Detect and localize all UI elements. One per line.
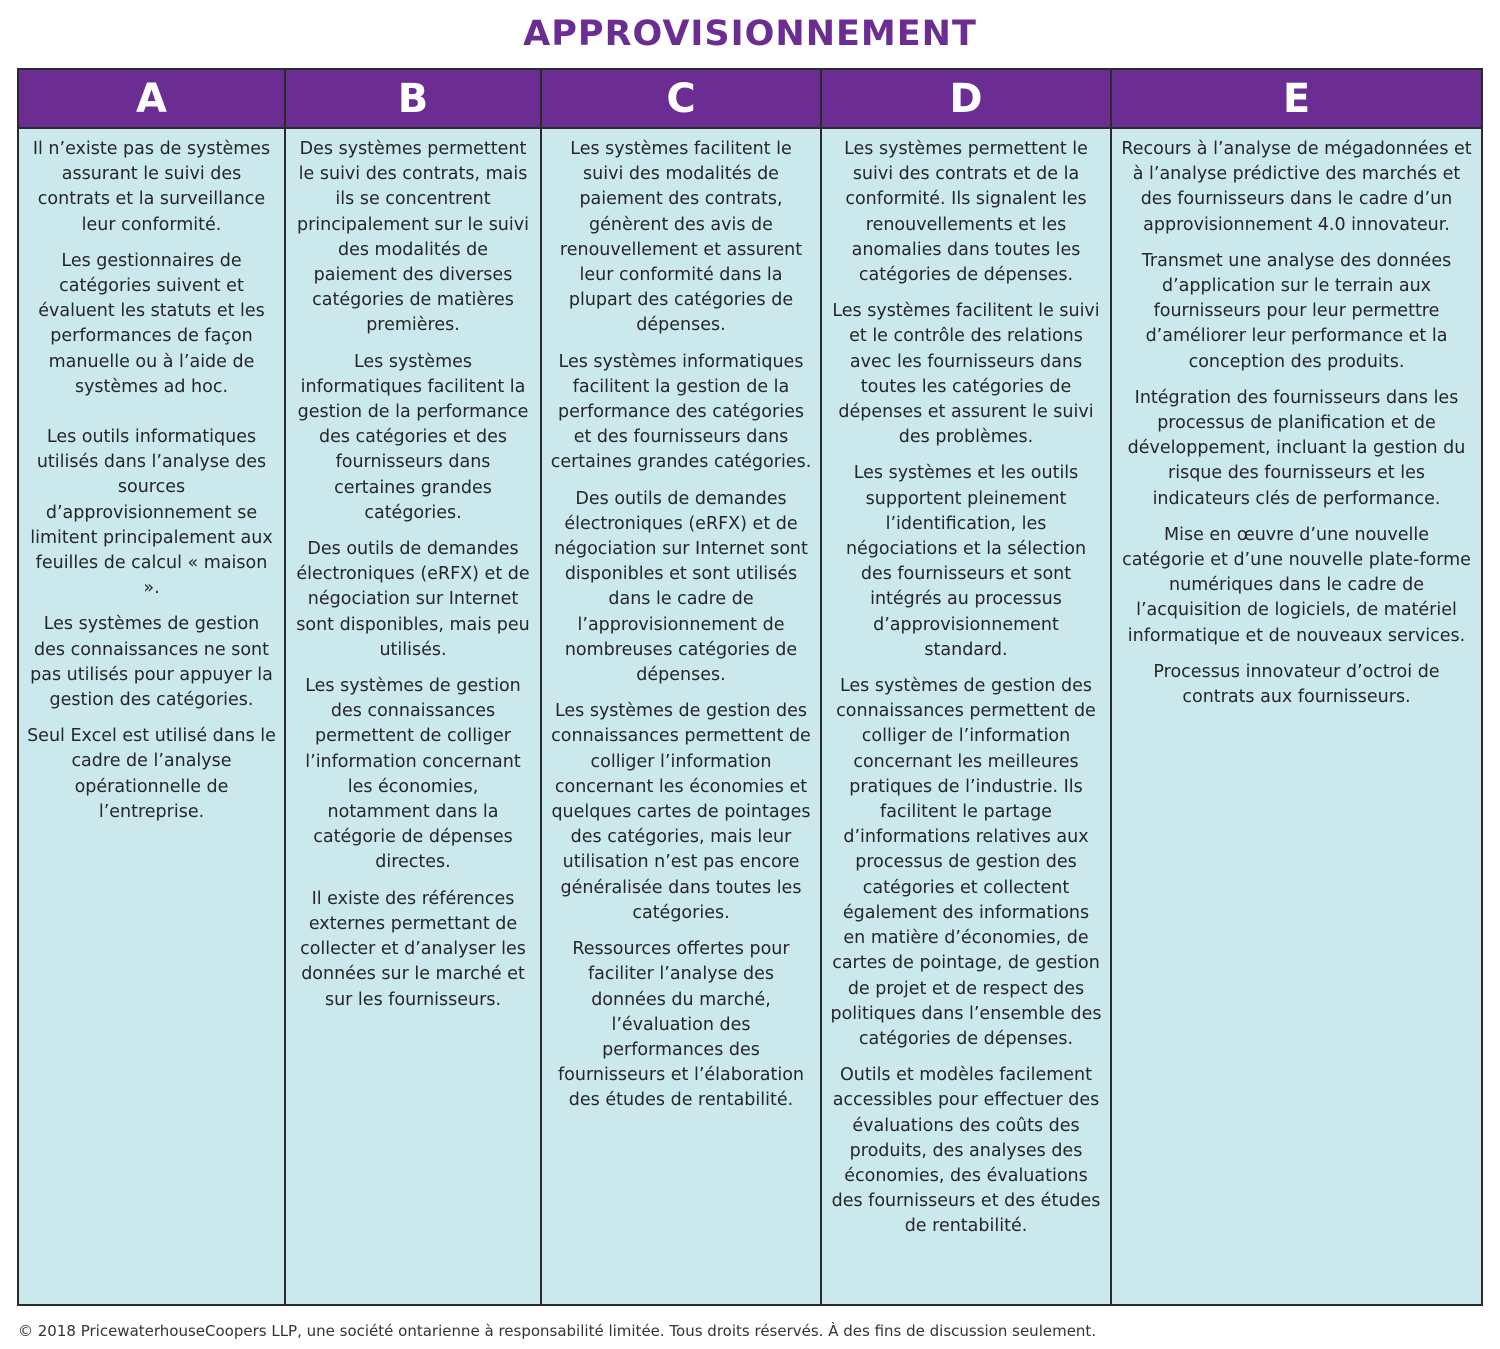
paragraph: Les systèmes de gestion des connaissances permettent de colliger l’information concernant les économies, notamment dans la catégorie de dépenses directes.	[305, 676, 521, 873]
paragraph: Processus innovateur d’octroi de contrats aux fournisseurs.	[1153, 661, 1440, 708]
page-title: APPROVISIONNEMENT	[523, 14, 977, 54]
column-a	[19, 70, 286, 1304]
column-body-c	[542, 129, 820, 1304]
column-body-d	[822, 129, 1110, 1304]
copyright-footer: © 2018 PricewaterhouseCoopers LLP, une société ontarienne à responsabilité limitée. Tous droits réservés. À des fins de discussion seulement.	[18, 1322, 1097, 1340]
paragraph: Transmet une analyse des données d’application sur le terrain aux fournisseurs pour leur permettre d’améliorer leur performance et la conception des produits.	[1141, 250, 1452, 372]
paragraph: Les systèmes de gestion des connaissances ne sont pas utilisés pour appuyer la gestion des catégories.	[30, 614, 273, 711]
paragraph: Des systèmes permettent le suivi des contrats, mais ils se concentrent principalement sur le suivi des modalités de paiement des diverses catégories de matières premières.	[297, 139, 529, 336]
paragraph: Les systèmes facilitent le suivi et le contrôle des relations avec les fournisseurs dans toutes les catégories de dépenses et assurent le suivi des problèmes.	[832, 301, 1100, 448]
paragraph: Les systèmes de gestion des connaissances permettent de colliger l’information concernant les économies et quelques cartes de pointages des catégories, mais leur utilisation n’est pas encore généralisée dans toutes les catégories.	[551, 701, 811, 923]
paragraph: Il existe des références externes permettant de collecter et d’analyser les données sur le marché et sur les fournisseurs.	[300, 888, 526, 1010]
paragraph: Recours à l’analyse de mégadonnées et à l’analyse prédictive des marchés et des fournisseurs dans le cadre d’un approvisionnement 4.0 innovateur.	[1121, 139, 1472, 235]
column-e	[1112, 70, 1481, 1304]
paragraph: Les gestionnaires de catégories suivent et évaluent les statuts et les performances de façon manuelle ou à l’aide de systèmes ad hoc.	[38, 250, 265, 397]
maturity-table	[17, 68, 1483, 1306]
paragraph: Les systèmes informatiques facilitent la gestion de la performance des catégories et des fournisseurs dans certaines grandes catégories.	[297, 351, 529, 523]
column-header-d: D	[822, 70, 1110, 129]
paragraph: Outils et modèles facilement accessibles pour effectuer des évaluations des coûts des produits, des analyses des économies, des évaluations des fournisseurs et des études de rentabilité.	[831, 1065, 1101, 1237]
paragraph: Les systèmes permettent le suivi des contrats et de la conformité. Ils signalent les renouvellements et les anomalies dans toutes les catégories de dépenses.	[844, 139, 1088, 286]
paragraph: Les systèmes et les outils supportent pleinement l’identification, les négociations et la sélection des fournisseurs et sont intégrés au processus d’approvisionnement standard.	[845, 463, 1087, 660]
column-b	[286, 70, 542, 1304]
paragraph: Des outils de demandes électroniques (eRFX) et de négociation sur Internet sont disponibles et sont utilisés dans le cadre de l’approvisionnement de nombreuses catégories de dépenses.	[554, 488, 808, 686]
column-d	[822, 70, 1112, 1304]
paragraph: Ressources offertes pour faciliter l’analyse des données du marché, l’évaluation des performances des fournisseurs et l’élaboration des études de rentabilité.	[558, 939, 804, 1111]
paragraph: Mise en œuvre d’une nouvelle catégorie et d’une nouvelle plate-forme numériques dans le cadre de l’acquisition de logiciels, de matériel informatique et de nouveaux services.	[1122, 524, 1471, 646]
column-header-a: A	[19, 70, 284, 129]
paragraph: Les systèmes de gestion des connaissances permettent de colliger de l’information concernant les meilleures pratiques de l’industrie. Ils facilitent le partage d’informations relatives aux processus de gestion des catégories et collectent également des informations en matière d’économies, de cartes de pointage, de gestion de projet et de respect des politiques dans l’ensemble des catégories de dépenses.	[830, 676, 1102, 1049]
paragraph: Les systèmes informatiques facilitent la gestion de la performance des catégories et des fournisseurs dans certaines grandes catégories.	[550, 351, 812, 473]
paragraph: Seul Excel est utilisé dans le cadre de l’analyse opérationnelle de l’entreprise.	[27, 726, 276, 822]
paragraph: Les outils informatiques utilisés dans l’analyse des sources d’approvisionnement se limitent principalement aux feuilles de calcul « maison ».	[30, 427, 273, 599]
paragraph: Les systèmes facilitent le suivi des modalités de paiement des contrats, génèrent des avis de renouvellement et assurent leur conformité dans la plupart des catégories de dépenses.	[559, 139, 803, 336]
paragraph: Des outils de demandes électroniques (eRFX) et de négociation sur Internet sont disponibles, mais peu utilisés.	[296, 539, 530, 660]
column-header-b: B	[286, 70, 540, 129]
column-header-c: C	[542, 70, 820, 129]
column-body-a	[19, 129, 284, 1304]
column-c	[542, 70, 822, 1304]
paragraph: Intégration des fournisseurs dans les processus de planification et de développement, incluant la gestion du risque des fournisseurs et les indicateurs clés de performance.	[1127, 387, 1466, 509]
paragraph: Il n’existe pas de systèmes assurant le suivi des contrats et la surveillance leur conformité.	[32, 139, 271, 235]
column-body-e	[1112, 129, 1481, 1304]
column-header-e: E	[1112, 70, 1481, 129]
column-body-b	[286, 129, 540, 1304]
